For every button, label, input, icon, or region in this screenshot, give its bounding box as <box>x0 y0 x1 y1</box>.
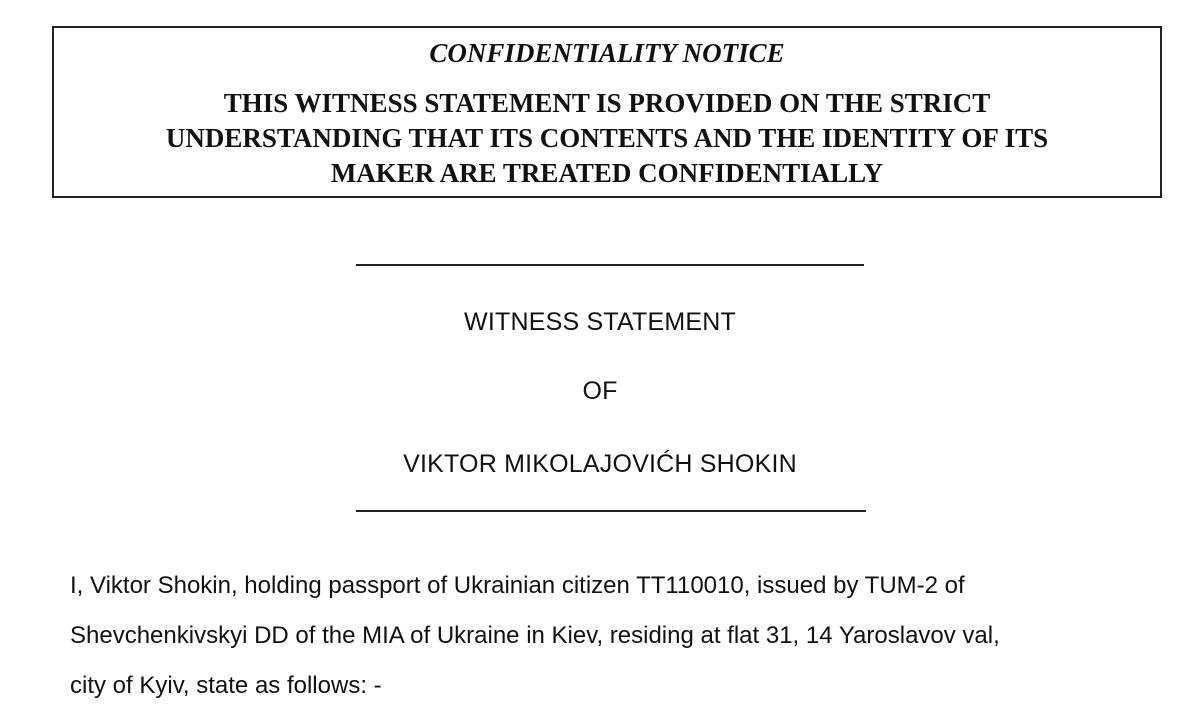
statement-paragraph <box>70 561 1170 711</box>
notice-line: UNDERSTANDING THAT ITS CONTENTS AND THE IDENTITY OF ITS <box>165 123 1049 153</box>
notice-line: MAKER ARE TREATED CONFIDENTIALLY <box>330 158 884 188</box>
paragraph-line: I, Viktor Shokin, holding passport of Ukrainian citizen TT110010, issued by TUM-2 of <box>70 572 965 599</box>
statement-title: WITNESS STATEMENT <box>464 308 736 336</box>
paragraph-line: Shevchenkivskyi DD of the MIA of Ukraine in Kiev, residing at flat 31, 14 Yaroslavov val, <box>70 622 1000 649</box>
paragraph-line: city of Kyiv, state as follows: - <box>70 672 382 699</box>
notice-line: THIS WITNESS STATEMENT IS PROVIDED ON THE STRICT <box>223 88 991 118</box>
notice-title: CONFIDENTIALITY NOTICE <box>429 38 785 68</box>
statement-of: OF <box>582 377 618 405</box>
notice-text <box>84 86 1130 191</box>
bottom-divider-rule <box>356 510 866 512</box>
witness-name: VIKTOR MIKOLAJOVIĆH SHOKIN <box>403 450 797 478</box>
confidentiality-notice-box <box>52 26 1162 198</box>
top-divider-rule <box>356 264 864 266</box>
